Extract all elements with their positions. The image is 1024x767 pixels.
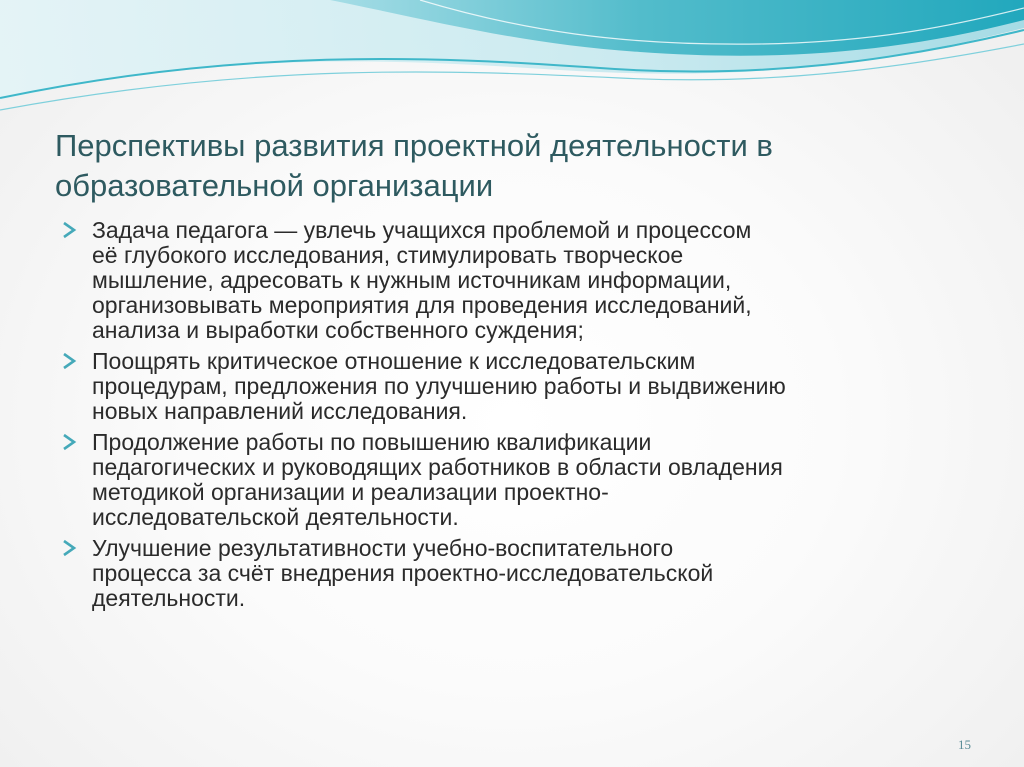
bullet-item	[58, 536, 968, 611]
bullet-text	[92, 430, 968, 530]
arrow-chevron-icon	[60, 433, 78, 451]
page-number: 15	[958, 737, 971, 752]
slide-title	[55, 126, 955, 206]
bullet-line: деятельности.	[92, 585, 246, 611]
wave-decoration	[0, 0, 1024, 120]
arrow-chevron-icon	[60, 221, 78, 239]
bullet-line: мышление, адресовать к нужным источникам информации,	[92, 267, 732, 293]
bullet-item	[58, 430, 968, 530]
bullet-text	[92, 349, 968, 424]
bullet-line: новых направлений исследования.	[92, 398, 468, 424]
bullet-line: организовывать мероприятия для проведения исследований,	[92, 292, 752, 318]
bullet-line: методикой организации и реализации проектно-	[92, 479, 609, 505]
bullet-line: процедурам, предложения по улучшению работы и выдвижению	[92, 373, 786, 399]
bullet-line: анализа и выработки собственного суждения;	[92, 317, 584, 343]
bullet-text	[92, 218, 968, 343]
bullet-line: Задача педагога — увлечь учащихся проблемой и процессом	[92, 217, 752, 243]
bullet-text	[92, 536, 968, 611]
bullet-line: педагогических и руководящих работников в области овладения	[92, 454, 783, 480]
slide-title-line: образовательной организации	[55, 168, 494, 203]
bullet-line: процесса за счёт внедрения проектно-исследовательской	[92, 560, 714, 586]
bullet-line: исследовательской деятельности.	[92, 504, 459, 530]
bullet-list	[58, 218, 968, 617]
bullet-line: Поощрять критическое отношение к исследовательским	[92, 348, 696, 374]
slide-title-line: Перспективы развития проектной деятельности в	[55, 128, 773, 163]
bullet-line: её глубокого исследования, стимулировать творческое	[92, 242, 684, 268]
bullet-line: Продолжение работы по повышению квалификации	[92, 429, 652, 455]
bullet-item	[58, 349, 968, 424]
arrow-chevron-icon	[60, 539, 78, 557]
bullet-line: Улучшение результативности учебно-воспитательного	[92, 535, 674, 561]
arrow-chevron-icon	[60, 352, 78, 370]
bullet-item	[58, 218, 968, 343]
